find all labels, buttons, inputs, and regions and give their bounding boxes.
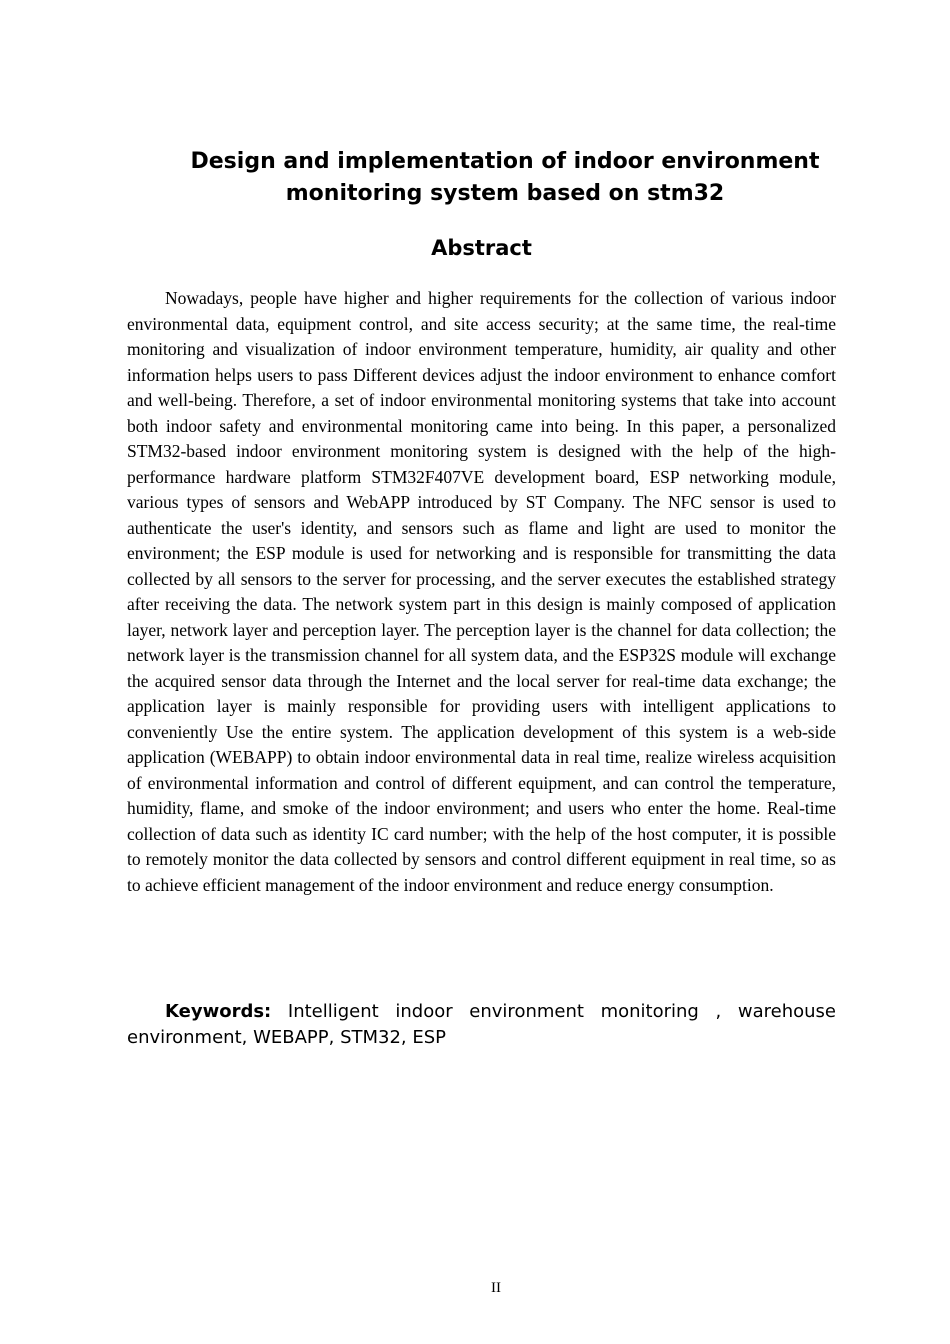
- page-number: II: [491, 1280, 501, 1296]
- abstract-body: Nowadays, people have higher and higher requirements for the collection of various indoor environmental data, equipment control, and site access security; at the same time, the real-time monitoring and visualization of indoor environment temperature, humidity, air quality and other information helps users to pass Different devices adjust the indoor environment to enhance comfort and well-being. Therefore, a set of indoor environmental monitoring systems that take into account both indoor safety and environmental monitoring came into being. In this paper, a personalized STM32-based indoor environment monitoring system is designed with the help of the high-performance hardware platform STM32F407VE development board, ESP networking module, various types of sensors and WebAPP introduced by ST Company. The NFC sensor is used to authenticate the user's identity, and sensors such as flame and light are used to monitor the environment; the ESP module is used for networking and is responsible for transmitting the data collected by all sensors to the server for processing, and the server executes the established strategy after receiving the data. The network system part in this design is mainly composed of application layer, network layer and perception layer. The perception layer is the channel for data collection; the network layer is the transmission channel for all system data, and the ESP32S module will exchange the acquired sensor data through the Internet and the local server for real-time data exchange; the application layer is mainly responsible for providing users with intelligent applications to conveniently Use the entire system. The application development of this system is a web-side application (WEBAPP) to obtain indoor environmental data in real time, realize wireless acquisition of environmental information and control of different equipment, and can control the temperature, humidity, flame, and smoke of the indoor environment; and users who enter the home. Real-time collection of data such as identity IC card number; with the help of the host computer, it is possible to remotely monitor the data collected by sensors and control different equipment in real time, so as to achieve efficient management of the indoor environment and reduce energy consumption.: [127, 288, 836, 895]
- keywords-text: Intelligent indoor environment monitoring , warehouse environment, WEBAPP, STM32, ESP: [127, 1001, 836, 1048]
- paper-title: Design and implementation of indoor environment monitoring system based on stm32: [190, 149, 820, 206]
- abstract-heading: Abstract: [431, 236, 532, 260]
- keywords-paragraph: [127, 999, 836, 1051]
- keywords-label: Keywords:: [165, 1001, 272, 1022]
